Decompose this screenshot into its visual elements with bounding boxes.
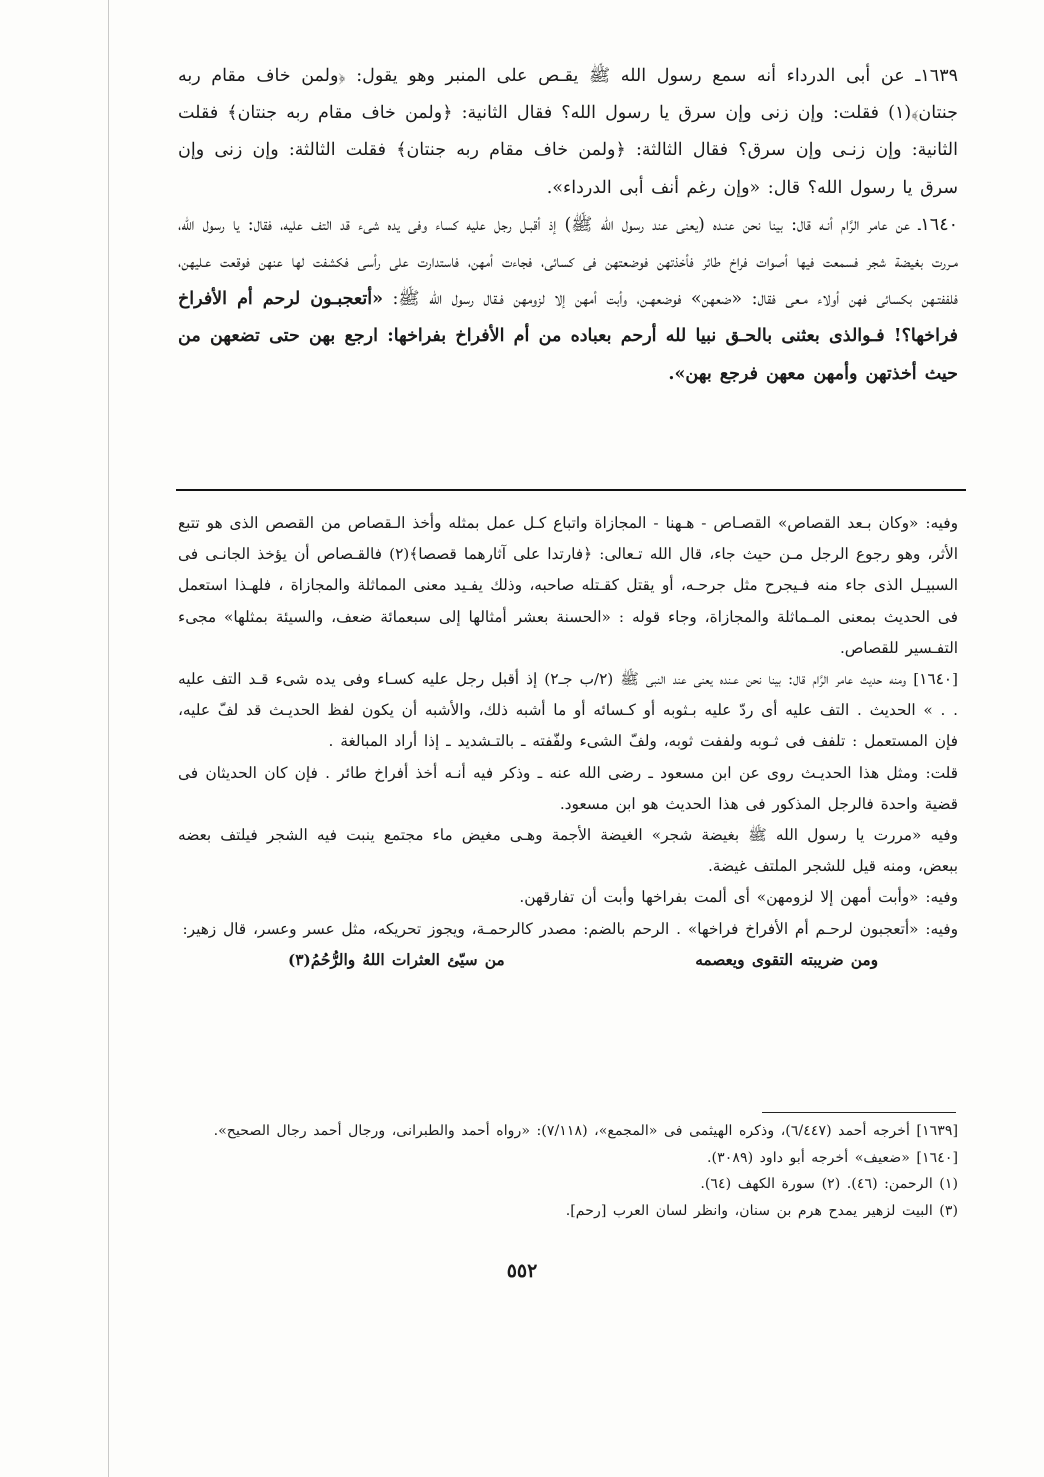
commentary-p6: وفيه: «أتعجبون لرحـم أم الأفراخ فراخها» . الرحم بالضم: مصدر كالرحمـة، ويجوز تحريكه، مثل عسر وعسر، قال زهير: — [182, 919, 958, 938]
footnote-1640: [١٦٤٠] «ضعيف» أخرجه أبو داود (٣٠٨٩). — [707, 1149, 958, 1166]
footnote-divider — [762, 1112, 956, 1113]
commentary-p1: وفيه: «وكان بـعد القصاص» القصـاص - هـهنا - المجازاة واتباع كـل عمل بمثله وأخذ الـقصاص من القصص الذى هو تتبع الأثر، وهو رجوع الرجل مـن حيث جاء، قال الله تـعالى: ﴿فارتدا على آثارهما قصصا﴾(٢) فالقـصاص أن يؤخذ الجانـى فى السبيـل الذى جاء منه فـيجرح مثل جرحـه، أو يقتل كقـتله صاحبه، وذلك يفـيد معنى المماثلة والمجازاة ، فلهـذا استعمل فى الحديث بمعنى المـماثلة والمجازاة، وجاء قوله : «الحسنة بعشر أمثالها إلى سبعمائة ضعف، والسيئة بمثلها» مجىء التفـسير للقصاص. — [178, 514, 958, 657]
hadith-1640 — [178, 207, 958, 393]
commentary-p3: قلت: ومثل هذا الحديـث روى عن ابن مسعود ـ رضى الله عنه ـ وذكر فيه أنـه أخذ أفراخ طائر . فإن كان الحديثان فى قضية واحدة فالرجل المذكور فى هذا الحديث هو ابن مسعود. — [178, 763, 958, 813]
hadith-1640-quote: «أتعجبـون لرحم أم الأفراخ فراخها؟! فـوالذى بعثنى بالحـق نبيا لله أرحم بعباده من أم الأفراخ بفراخها: ارجع بهن حتى تضعهن من حيث أخذتهن وأمهن معهن فرجع بهن». — [178, 289, 958, 384]
footnote-1639: [١٦٣٩] أخرجه أحمد (٦/٤٤٧)، وذكره الهيثمى فى «المجمع»، (٧/١١٨): «رواه أحمد والطبرانى، ورجال أحمد رجال الصحيح». — [213, 1123, 958, 1139]
section-divider — [176, 489, 966, 491]
commentary-p2: [١٦٤٠] ومنه حديث عامر الرَّام قال: بينا نحن عـنده يعنى عند النبى ﷺ (٢/ب جـ٢) إذ أقبل رجل عليه كسـاء وفى يده شىء قـد التف عليه . . » الحديث . التف عليه أى ردّ عليه بـثوبه أو كـسائه أو ما أشبه ذلك، والأشبه أن يكون لفظ الحديـث قد لفّ عليه، فإن المستعمل : تلفف فى ثـوبه ولففت ثوبه، ولفّ الشىء ولفّفته ـ بالتـشديد ـ إذا أراد المبالغة . — [178, 670, 958, 751]
page-number: ٥٥٢ — [506, 1260, 538, 1282]
poem-verse — [178, 945, 958, 976]
hadith-1640-intro: ١٦٤٠ـ عن عامر الرَّام أنـه قال: بينا نحن عنـده (يعنى عند رسول الله ﷺ) إذ أقبـل رجل عليه كساء وفى يده شىء قد التف عليه، فقال: يا رسول الله، مـررت بغيضة شجر فسمعت فيها أصوات فراخ طائر فأخذتهن فوضعتهن فى كسائى، فجاءت أمهن، فاستدارت على رأسى فكشفت لها عنهن فوقعت عـليهن، فلففتـهن بكسائى فهن أولاء مـعى فقال: «ضعهن» فوضعهـن، وأبت أمهن إلا لزومهن فـقال رسول الله ﷺ: — [178, 214, 958, 310]
main-text — [178, 58, 958, 393]
hadith-1639: ١٦٣٩ـ عن أبى الدرداء أنه سمع رسول الله ﷺ يقـص على المنبر وهو يقول: ﴿ولمن خاف مقام ربه جنتان﴾(١) فقلت: وإن زنى وإن سرق يا رسول الله؟ فقال الثانية: ﴿ولمن خاف مقام ربه جنتان﴾ فقلت الثانية: وإن زنـى وإن سرق؟ فقال الثالثة: ﴿ولمن خاف مقام ربه جنتان﴾ فقلت الثالثة: وإن زنى وإن سرق يا رسول الله؟ قال: «وإن رغم أنف أبى الدرداء». — [178, 66, 958, 198]
footnote-3: (٣) البيت لزهير يمدح هرم بن سنان، وانظر لسان العرب [رحم]. — [565, 1202, 958, 1219]
footnotes — [178, 1118, 958, 1224]
verse-first-hemistich: ومن ضريبته التقوى ويعصمه — [695, 950, 878, 969]
footnote-1-2: (١) الرحمن: (٤٦). (٢) سورة الكهف (٦٤). — [700, 1176, 958, 1193]
commentary — [178, 508, 958, 976]
commentary-p4: وفيه «مررت يا رسول الله ﷺ بغيضة شجر» الغيضة الأجمة وهـى مغيض ماء مجتمع ينبت فيه الشجر فيلتف بعضه ببعض، ومنه قيل للشجر الملتف غيضة. — [178, 826, 958, 876]
commentary-p5: وفيه: «وأبت أمهن إلا لزومهن» أى ألمت بفراخها وأبت أن تفارقهن. — [519, 888, 958, 907]
verse-second-hemistich: من سيّئ العثرات اللهُ والرُّحُمُ(٣) — [288, 950, 505, 969]
scan-line — [108, 0, 109, 1477]
